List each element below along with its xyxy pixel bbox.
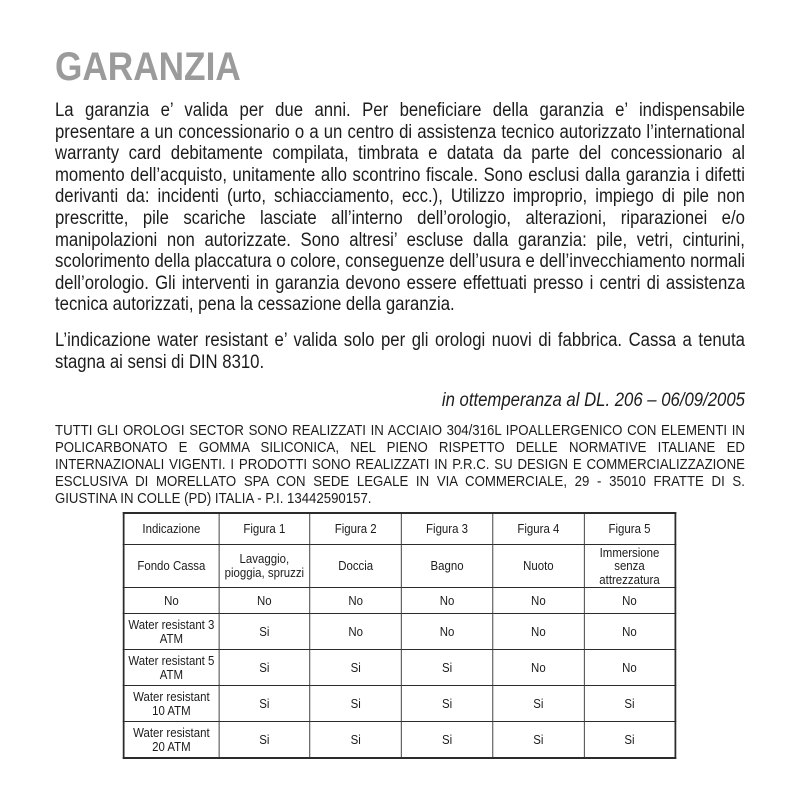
- table-data-row-cell: Si: [219, 650, 310, 686]
- table-data-row-cell: Si: [219, 722, 310, 759]
- table-data-row-cell: Si: [493, 722, 584, 759]
- table-data-row-cell: Si: [401, 686, 492, 722]
- table-data-row-cell: No: [310, 588, 401, 614]
- table-data-row-cell: Water resistant 10 ATM: [124, 686, 219, 722]
- table-data-row-cell: Si: [219, 614, 310, 650]
- table-data-row-cell: No: [310, 614, 401, 650]
- table-data-row-cell: Si: [310, 650, 401, 686]
- legal-manufacturer-text: TUTTI GLI OROLOGI SECTOR SONO REALIZZATI IN ACCIAIO 304/316L IPOALLERGENICO CON ELEMENTI IN POLICARBONATO E GOMMA SILICONICA, NEL PIENO RISPETTO DELLE NORMATIVE ITALIANE ED INTERNAZIONALI VIGENTI. I PRODOTTI SONO REALIZZATI IN P.R.C. SU DESIGN E COMMERCIALIZZAZIONE ESCLUSIVA DI MORELLATO SPA CON SEDE LEGALE IN VIA COMMERCIALE, 29 - 35010 FRATTE DI S. GIUSTINA IN COLLE (PD) ITALIA - P.I. 13442590157.: [55, 422, 745, 507]
- table-data-row-cell: No: [219, 588, 310, 614]
- table-data-row-cell: No: [584, 614, 675, 650]
- table-subheader-row-cell: Fondo Cassa: [124, 544, 219, 588]
- table-subheader-row-cell: Lavaggio, pioggia, spruzzi: [219, 544, 310, 588]
- table-subheader-row-cell: Bagno: [401, 544, 492, 588]
- table-data-row-cell: No: [493, 614, 584, 650]
- table-data-row-cell: Water resistant 20 ATM: [124, 722, 219, 759]
- table-data-row-cell: No: [584, 588, 675, 614]
- table-subheader-row-cell: Nuoto: [493, 544, 584, 588]
- table-header-row: [124, 513, 676, 545]
- table-data-row-cell: No: [124, 588, 219, 614]
- table-data-row-cell: No: [493, 650, 584, 686]
- table-data-row-cell: No: [493, 588, 584, 614]
- table-data-row-cell: Si: [401, 722, 492, 759]
- table-data-row: [124, 588, 676, 614]
- table-data-row: [124, 722, 676, 759]
- water-resistance-table-body: [124, 513, 676, 759]
- table-data-row-cell: Si: [401, 650, 492, 686]
- warranty-terms-paragraph: La garanzia e’ valida per due anni. Per beneficiare della garanzia e’ indispensabile presentare a un concessionario o a un centro di assistenza tecnico autorizzato l’international warranty card debitamente compilata, timbrata e datata da parte del concessionario al momento dell’acquisto, unitamente allo scontrino fiscale. Sono esclusi dalla garanzia i difetti derivanti da: incidenti (urto, schiacciamento, ecc.), Utilizzo improprio, impiego di pile non prescritte, pile scariche lasciate all’interno dell’orologio, alterazioni, riparazionei e/o manipolazioni non autorizzate. Sono altresi’ escluse dalla garanzia: pile, vetri, cinturini, scolorimento della placcatura o colore, conseguenze dell’usura e dell’invecchiamento normali dell’orologio. Gli interventi in garanzia devono essere effettuati presso i centri di assistenza tecnica autorizzati, pena la cessazione della garanzia.: [55, 100, 745, 316]
- document-content: [55, 44, 745, 759]
- table-data-row-cell: No: [401, 588, 492, 614]
- table-header-row-cell: Figura 2: [310, 513, 401, 545]
- table-header-row-cell: Figura 3: [401, 513, 492, 545]
- water-resistant-note-paragraph: L’indicazione water resistant e’ valida solo per gli orologi nuovi di fabbrica. Cassa a tenuta stagna ai sensi di DIN 8310.: [55, 329, 745, 373]
- table-data-row: [124, 686, 676, 722]
- page-title: GARANZIA: [55, 45, 241, 89]
- water-resistance-table: [123, 512, 677, 760]
- table-data-row-cell: Si: [493, 686, 584, 722]
- compliance-note: in ottemperanza al DL. 206 – 06/09/2005: [441, 390, 745, 412]
- table-data-row-cell: Water resistant 5 ATM: [124, 650, 219, 686]
- table-data-row: [124, 650, 676, 686]
- table-subheader-row-cell: Immersione senza attrezzatura: [584, 544, 675, 588]
- table-data-row-cell: Si: [584, 722, 675, 759]
- table-subheader-row-cell: Doccia: [310, 544, 401, 588]
- table-header-row-cell: Figura 1: [219, 513, 310, 545]
- table-subheader-row: [124, 544, 676, 588]
- table-header-row-cell: Indicazione: [124, 513, 219, 545]
- table-data-row-cell: Si: [310, 686, 401, 722]
- table-data-row-cell: Si: [584, 686, 675, 722]
- table-data-row-cell: No: [401, 614, 492, 650]
- table-header-row-cell: Figura 4: [493, 513, 584, 545]
- table-data-row-cell: Si: [219, 686, 310, 722]
- table-data-row: [124, 614, 676, 650]
- table-data-row-cell: Si: [310, 722, 401, 759]
- table-header-row-cell: Figura 5: [584, 513, 675, 545]
- table-data-row-cell: Water resistant 3 ATM: [124, 614, 219, 650]
- table-data-row-cell: No: [584, 650, 675, 686]
